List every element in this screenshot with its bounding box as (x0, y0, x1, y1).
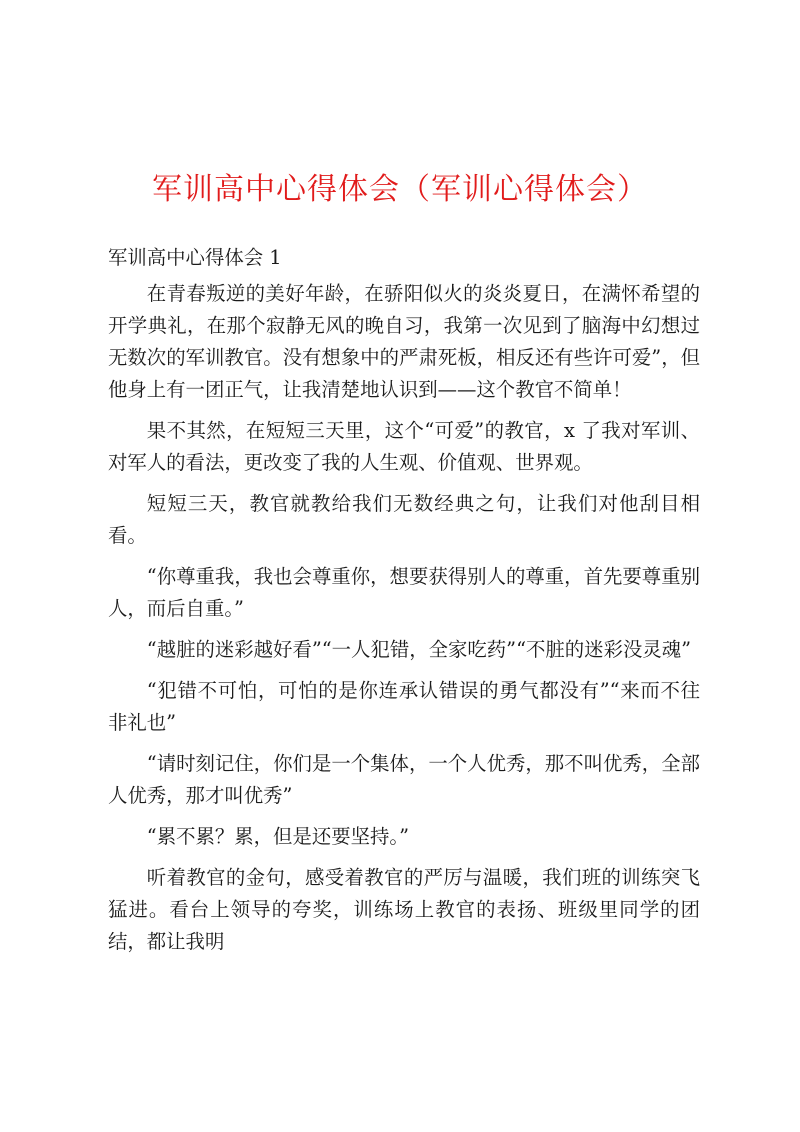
section-heading: 军训高中心得体会 1 (108, 246, 282, 269)
paragraph: 果不其然，在短短三天里，这个“可爱”的教官，x 了我对军训、对军人的看法，更改变了我的人生观、价值观、世界观。 (108, 419, 700, 474)
quote-paragraph: “越脏的迷彩越好看”“一人犯错，全家吃药”“不脏的迷彩没灵魂” (146, 638, 692, 661)
document-body (108, 242, 700, 967)
paragraph: 短短三天，教官就教给我们无数经典之句，让我们对他刮目相看。 (108, 492, 700, 547)
quote-paragraph: “犯错不可怕，可怕的是你连承认错误的勇气都没有”“来而不往非礼也” (108, 679, 700, 734)
quote-paragraph: “累不累？累，但是还要坚持。” (146, 825, 410, 848)
document-title: 军训高中心得体会（军训心得体会） (152, 172, 648, 207)
quote-paragraph: “请时刻记住，你们是一个集体，一个人优秀，那不叫优秀，全部人优秀，那才叫优秀” (108, 752, 700, 807)
paragraph: 在青春叛逆的美好年龄，在骄阳似火的炎炎夏日，在满怀希望的开学典礼，在那个寂静无风的晚自习，我第一次见到了脑海中幻想过无数次的军训教官。没有想象中的严肃死板，相反还有些许可爱”，但他身上有一团正气，让我清楚地认识到——这个教官不简单！ (108, 282, 700, 401)
paragraph: 听着教官的金句，感受着教官的严厉与温暖，我们班的训练突飞猛进。看台上领导的夸奖，训练场上教官的表扬、班级里同学的团结，都让我明 (108, 866, 700, 953)
quote-paragraph: “你尊重我，我也会尊重你，想要获得别人的尊重，首先要尊重别人，而后自重。” (108, 565, 700, 620)
